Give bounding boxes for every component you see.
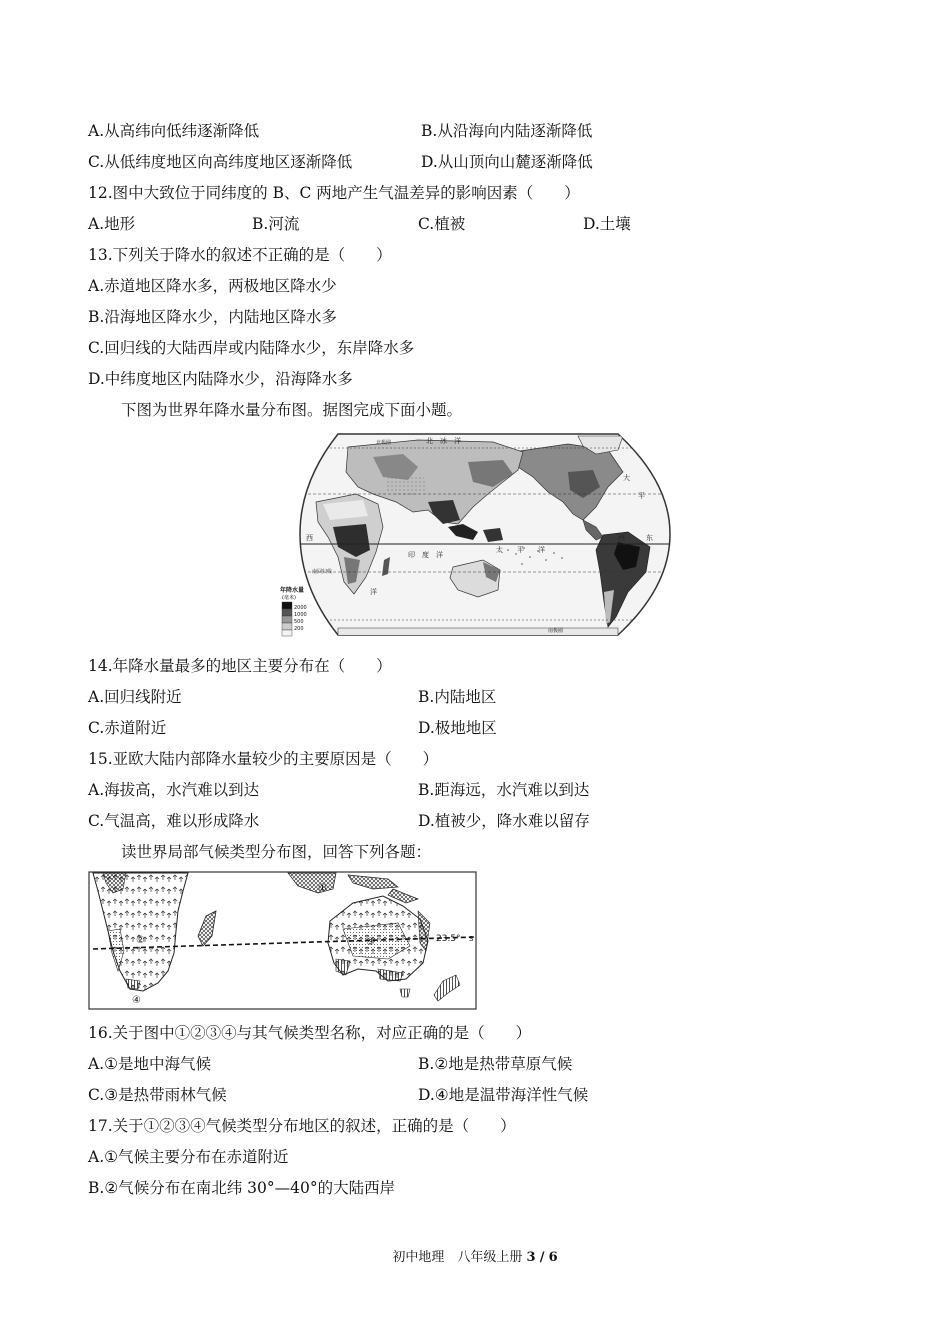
- legend-unit: (毫米): [282, 595, 296, 601]
- footer-text: 初中地理 八年级上册: [392, 1250, 523, 1265]
- q17-stem: 17.关于①②③④气候类型分布地区的叙述，正确的是（ ）: [88, 1117, 516, 1135]
- q15-option-a: A.海拔高，水汽难以到达: [88, 781, 260, 799]
- map1-west2-label: 西: [618, 534, 625, 542]
- legend-title: 年降水量: [280, 587, 305, 594]
- footer-total: 6: [548, 1250, 558, 1265]
- q13-option-d: D.中纬度地区内陆降水少，沿海降水多: [88, 370, 353, 388]
- q16-stem: 16.关于图中①②③④与其气候类型名称，对应正确的是（ ）: [88, 1024, 532, 1042]
- q14-option-a: A.回归线附近: [88, 688, 182, 706]
- map1-arctic-label: 北 冰 洋: [426, 437, 461, 445]
- q15-option-b: B.距海远，水汽难以到达: [418, 781, 590, 799]
- q14-option-c: C.赤道附近: [88, 719, 167, 737]
- legend-value-500: 500: [294, 619, 304, 625]
- map2-intro: 读世界局部气候类型分布图，回答下列各题：: [121, 843, 432, 861]
- marker-2: ②: [136, 935, 145, 946]
- q14-option-d: D.极地地区: [418, 719, 497, 737]
- q11-option-d: D.从山顶向山麓逐渐降低: [421, 153, 593, 171]
- q17-option-a: A.①气候主要分布在赤道附近: [88, 1148, 289, 1166]
- map1-west-label: 西: [306, 534, 313, 542]
- footer-page: 3: [526, 1250, 536, 1265]
- map1-pacific-label: 太 平 洋: [496, 546, 545, 554]
- marker-1: ①: [318, 883, 327, 894]
- world-precipitation-map: [278, 432, 673, 637]
- map1-atlantic-label: 洋: [370, 588, 377, 596]
- q12-stem: 12.图中大致位于同纬度的 B、C 两地产生气温差异的影响因素（ ）: [88, 184, 580, 202]
- map1-antarctic-circle-label: 南极圈: [548, 628, 564, 634]
- map2-latitude-label: 23.5°: [436, 934, 461, 944]
- q16-option-b: B.②地是热带草原气候: [418, 1055, 573, 1073]
- q16-option-a: A.①是地中海气候: [88, 1055, 212, 1073]
- q13-option-a: A.赤道地区降水多，两极地区降水少: [88, 277, 337, 295]
- legend-value-200: 200: [294, 626, 304, 632]
- q11-option-a: A.从高纬向低纬逐渐降低: [88, 122, 260, 140]
- q14-stem: 14.年降水量最多的地区主要分布在（ ）: [88, 657, 392, 675]
- marker-3: ③: [366, 937, 375, 948]
- map1-indian-label: 印 度 洋: [408, 551, 443, 559]
- q11-option-b: B.从沿海向内陆逐渐降低: [421, 122, 593, 140]
- map2-latitude-suffix: S: [469, 935, 474, 943]
- q12-option-c: C.植被: [418, 215, 466, 233]
- page-footer: [0, 1246, 950, 1265]
- map1-intro: 下图为世界年降水量分布图。据图完成下面小题。: [121, 401, 463, 419]
- map1-tropic-label: 南回归线: [312, 569, 333, 575]
- legend-value-1000: 1000: [294, 612, 307, 618]
- map1-pacific-e-label: 大: [623, 474, 630, 482]
- map1-legend: [280, 586, 307, 636]
- map1-pacific-e2-label: 平: [638, 492, 645, 500]
- q16-option-d: D.④地是温带海洋性气候: [418, 1086, 589, 1104]
- legend-value-2000: 2000: [294, 605, 307, 611]
- footer-sep: /: [539, 1250, 545, 1265]
- q17-option-b: B.②气候分布在南北纬 30°—40°的大陆西岸: [88, 1179, 396, 1197]
- q15-option-d: D.植被少，降水难以留存: [418, 812, 590, 830]
- q13-option-c: C.回归线的大陆西岸或内陆降水少，东岸降水多: [88, 339, 415, 357]
- map1-east-label: 东: [646, 534, 653, 542]
- q13-stem: 13.下列关于降水的叙述不正确的是（ ）: [88, 246, 392, 264]
- q14-option-b: B.内陆地区: [418, 688, 497, 706]
- q12-option-d: D.土壤: [583, 215, 631, 233]
- map1-arctic-circle-label: 北极圈: [376, 440, 392, 446]
- q16-option-c: C.③是热带雨林气候: [88, 1086, 227, 1104]
- climate-type-map: [88, 871, 478, 1011]
- marker-4: ④: [132, 995, 141, 1006]
- q15-option-c: C.气温高，难以形成降水: [88, 812, 260, 830]
- q11-option-c: C.从低纬度地区向高纬度地区逐渐降低: [88, 153, 353, 171]
- q15-stem: 15.亚欧大陆内部降水量较少的主要原因是（ ）: [88, 750, 439, 768]
- q13-option-b: B.沿海地区降水少，内陆地区降水多: [88, 308, 337, 326]
- q12-option-b: B.河流: [252, 215, 300, 233]
- q12-option-a: A.地形: [88, 215, 136, 233]
